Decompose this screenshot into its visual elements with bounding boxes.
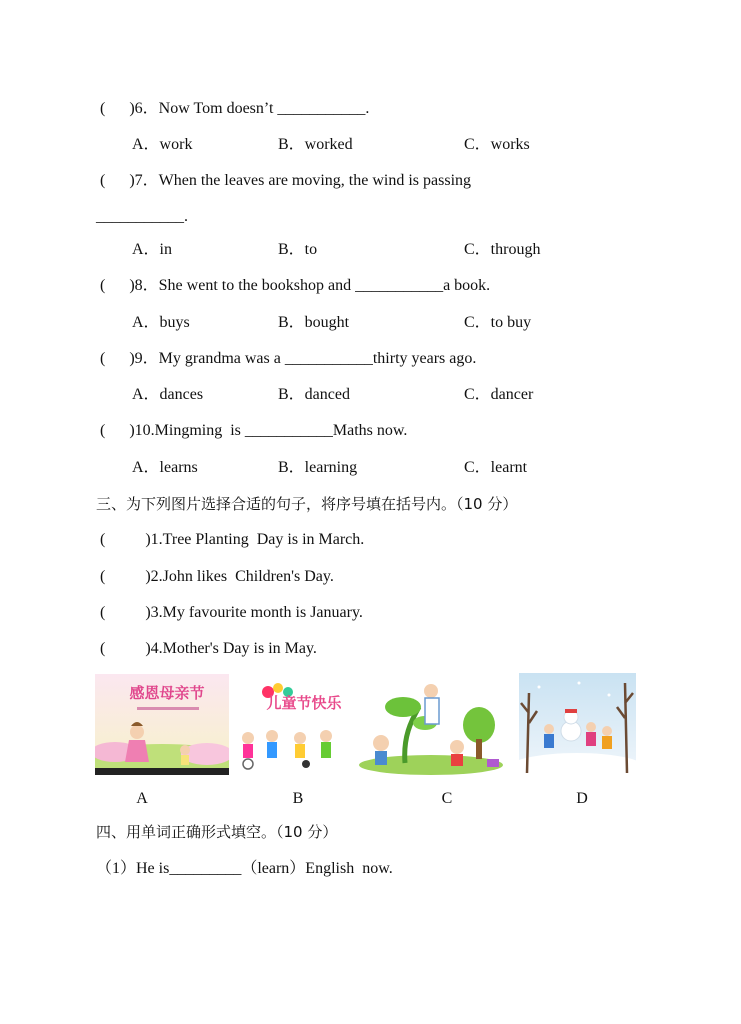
question-7-option-b: B．to: [278, 241, 318, 258]
picture-c-label: C: [441, 790, 453, 807]
part4-question-1: （1）He is_________（learn）English now.: [96, 860, 393, 877]
part3-item-1: ( )1.Tree Planting Day is in March.: [100, 531, 365, 548]
part4-heading: 四、用单词正确形式填空。（10 分）: [96, 823, 338, 841]
question-6-option-c: C．works: [464, 136, 530, 153]
part3-item-3: ( )3.My favourite month is January.: [100, 604, 363, 621]
question-6-option-a: A．work: [132, 136, 193, 153]
picture-a-caption: 感恩母亲节: [129, 684, 205, 702]
picture-b-label: B: [292, 790, 304, 807]
question-10-option-b: B．learning: [278, 459, 358, 476]
question-7-blank: ___________.: [96, 208, 188, 225]
picture-b-caption: 儿童节快乐: [266, 694, 342, 712]
part3-item-2: ( )2.John likes Children's Day.: [100, 568, 334, 585]
question-10-option-c: C．learnt: [464, 459, 528, 476]
question-7-option-c: C．through: [464, 241, 541, 258]
question-10-stem: ( )10.Mingming is ___________Maths now.: [100, 422, 408, 439]
question-9-option-a: A．dances: [132, 386, 204, 403]
question-9-stem: ( )9．My grandma was a ___________thirty years ago.: [100, 350, 477, 367]
picture-a-label: A: [136, 790, 148, 807]
question-6-stem: ( )6．Now Tom doesn’t ___________.: [100, 100, 370, 117]
question-8-option-c: C．to buy: [464, 314, 532, 331]
question-8-option-a: A．buys: [132, 314, 190, 331]
question-8-option-b: B．bought: [278, 314, 350, 331]
picture-d-label: D: [576, 790, 588, 807]
picture-a-mothers-day: [95, 674, 229, 775]
picture-b-childrens-day: [234, 676, 346, 772]
question-7-stem: ( )7．When the leaves are moving, the wind is passing: [100, 172, 472, 189]
question-10-option-a: A．learns: [132, 459, 198, 476]
question-9-option-b: B．danced: [278, 386, 350, 403]
question-6-option-b: B．worked: [278, 136, 353, 153]
question-8-stem: ( )8．She went to the bookshop and ___________a book.: [100, 277, 491, 294]
picture-d-winter-january: [519, 673, 636, 775]
part3-item-4: ( )4.Mother's Day is in May.: [100, 640, 317, 657]
question-7-option-a: A．in: [132, 241, 173, 258]
question-9-option-c: C．dancer: [464, 386, 534, 403]
part3-heading: 三、为下列图片选择合适的句子，将序号填在括号内。（10 分）: [96, 495, 518, 513]
picture-c-tree-planting: [359, 677, 506, 775]
